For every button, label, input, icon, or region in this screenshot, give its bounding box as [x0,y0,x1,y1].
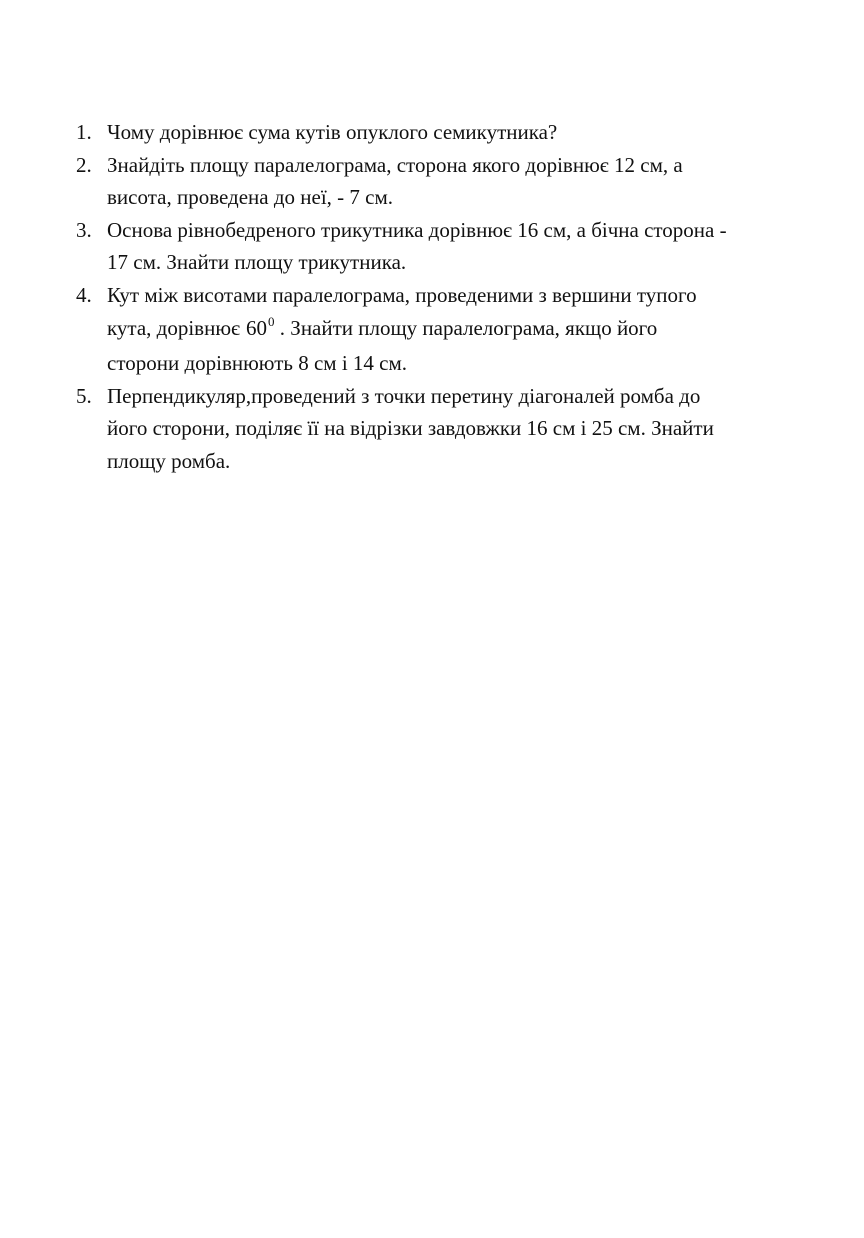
task-item-1 [76,116,806,149]
task-item-5 [76,380,806,478]
angle-degree-superscript: 0 [268,313,275,329]
task-text-line [107,312,806,348]
task-number: 3. [76,217,92,242]
task-text-line: Перпендикуляр,проведений з точки перетину діагоналей ромба до [107,383,701,408]
task-item-2 [76,149,806,214]
task-number: 1. [76,120,92,144]
task-item-3 [76,214,806,279]
task-text-line: Чому дорівнює сума кутів опуклого семикутника? [107,120,558,144]
task-text-line: 17 см. Знайти площу трикутника. [107,250,407,275]
task-number: 2. [76,152,92,177]
angle-value: 60 [246,315,268,340]
task-text-fragment: . Знайти площу паралелограма, якщо його [274,315,658,340]
task-text-line: площу ромба. [107,448,231,473]
task-text-line: сторони дорівнюють 8 см і 14 см. [107,351,408,376]
task-list [76,116,806,478]
task-text-line: його сторони, поділяє її на відрізки завдовжки 16 см і 25 см. Знайти [107,416,714,441]
task-number: 4. [76,282,92,307]
task-text-line: Кут між висотами паралелограма, проведеними з вершини тупого [107,282,697,307]
task-text-fragment: кута, дорівнює [107,315,241,340]
task-text-line: Знайдіть площу паралелограма, сторона якого дорівнює 12 см, а [107,152,683,177]
task-text-line: висота, проведена до неї, - 7 см. [107,185,394,210]
task-text-line: Основа рівнобедреного трикутника дорівнює 16 см, а бічна сторона - [107,217,727,242]
task-number: 5. [76,383,92,408]
task-item-4 [76,279,806,380]
